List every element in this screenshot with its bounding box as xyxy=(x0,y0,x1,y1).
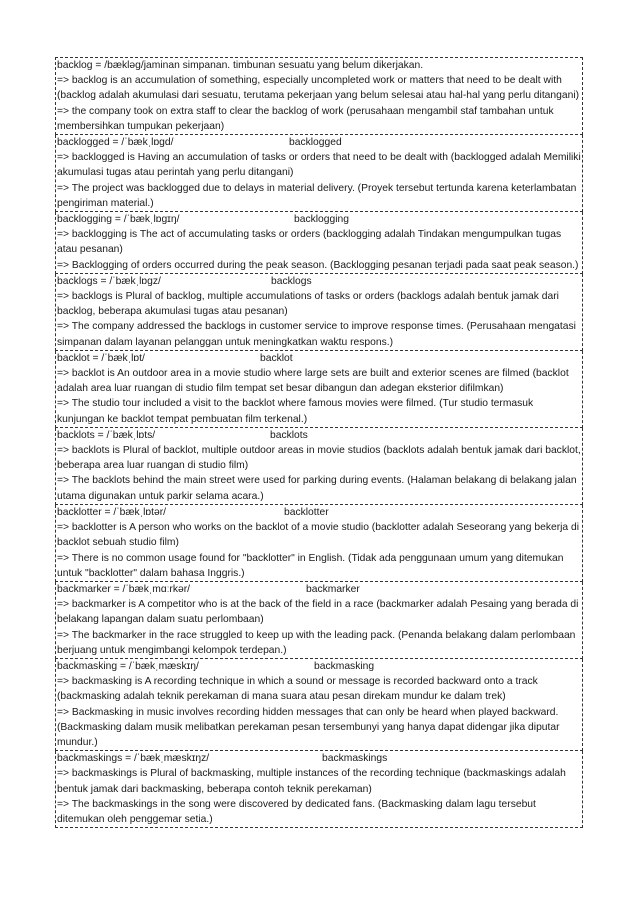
entry-backlot xyxy=(55,351,583,428)
entry-term: backlogs = /ˈbækˌlɒgz/ xyxy=(57,275,161,287)
entry-word: jaminan simpanan. timbunan sesuatu yang belum dikerjakan. xyxy=(143,60,424,71)
entry-word: backmarker xyxy=(306,583,360,595)
entry-example: => The company addressed the backlogs in customer service to improve response times. (Perusahaan mengatasi simpanan dalam layanan pelanggan untuk meningkatkan waktu respons.) xyxy=(57,321,576,348)
entry-definition: => backlogging is The act of accumulating tasks or orders (backlogging adalah Tindakan mengumpulkan tugas atau pesanan) xyxy=(57,229,562,256)
entry-word: backmasking xyxy=(314,660,375,672)
entry-term: backlotter = /ˈbækˌlɒtər/ xyxy=(57,506,167,518)
entry-example: => The backmarker in the race struggled to keep up with the leading pack. (Penanda belakang dalam perlombaan berjuang untuk mengimbangi kelompok terdepan.) xyxy=(57,629,576,656)
entry-heading xyxy=(57,659,581,674)
entry-word: backlots xyxy=(270,429,308,441)
entry-heading xyxy=(57,274,581,289)
entry-backmaskings xyxy=(55,751,583,828)
entry-example: => The backlots behind the main street were used for parking during events. (Halaman belakang di belakang jalan utama digunakan untuk parkir selama acara.) xyxy=(57,475,577,502)
entry-term: backmarker = /ˈbækˌmɑːrkər/ xyxy=(57,583,191,595)
entry-definition: => backmaskings is Plural of backmasking, multiple instances of the recording technique (backmaskings adalah bentuk jamak dari backmasking, beberapa contoh teknik perekaman) xyxy=(57,768,566,795)
entry-definition: => backlotter is A person who works on the backlot of a movie studio (backlotter adalah Seseorang yang bekerja di backlot sebuah studio film) xyxy=(57,522,580,549)
entry-heading xyxy=(57,135,581,150)
entry-example: => The studio tour included a visit to the backlot where famous movies were filmed. (Tur studio termasuk kunjungan ke backlot tempat pembuatan film terkenal.) xyxy=(57,398,534,425)
entry-backlots xyxy=(55,428,583,505)
entry-term: backlog = /bækləg/ xyxy=(57,60,144,71)
entry-example: => The backmaskings in the song were discovered by dedicated fans. (Backmasking dalam lagu tersebut ditemukan oleh penggemar setia.) xyxy=(57,798,536,825)
entry-term: backmaskings = /ˈbækˌmæskɪŋz/ xyxy=(57,753,210,765)
entry-backlogs xyxy=(55,274,583,351)
entry-heading xyxy=(57,58,581,73)
entry-heading xyxy=(57,428,581,443)
entry-heading xyxy=(57,505,581,520)
entry-example: => Backlogging of orders occurred during the peak season. (Backlogging pesanan terjadi pada saat peak season.) xyxy=(57,259,579,271)
entry-definition: => backmasking is A recording technique in which a sound or message is recorded backward onto a track (backmasking adalah teknik perekaman di mana suara atau pesan direkam mundur ke dalam trek) xyxy=(57,676,538,703)
glossary-page xyxy=(55,57,583,828)
entry-backmasking xyxy=(55,659,583,751)
entry-definition: => backlots is Plural of backlot, multiple outdoor areas in movie studios (backlots adalah bentuk jamak dari backlot, beberapa area luar ruangan di studio film) xyxy=(57,445,581,472)
entry-word: backmaskings xyxy=(322,753,388,765)
entry-example: => Backmasking in music involves recording hidden messages that can only be heard when played backward. (Backmasking dalam musik melibatkan perekaman pesan tersembunyi yang hanya dapat didengar jika diputar mundur.) xyxy=(57,706,560,748)
entry-term: backlogged = /ˈbækˌlɒgd/ xyxy=(57,137,174,149)
entry-definition: => backlot is An outdoor area in a movie studio where large sets are built and exterior scenes are filmed (backlot adalah area luar ruangan di studio film tempat set besar dibangun dan adegan eksterior difilmkan) xyxy=(57,368,569,395)
entry-word: backlogs xyxy=(271,275,312,287)
entry-word: backlot xyxy=(260,352,293,364)
entry-word: backlogging xyxy=(294,214,349,226)
entry-backlotter xyxy=(55,505,583,582)
entry-term: backmasking = /ˈbækˌmæskɪŋ/ xyxy=(57,660,199,672)
entry-word: backlotter xyxy=(284,506,329,518)
entry-term: backlot = /ˈbækˌlɒt/ xyxy=(57,352,145,364)
entry-definition: => backlogs is Plural of backlog, multiple accumulations of tasks or orders (backlogs adalah bentuk jamak dari backlog, beberapa akumulasi tugas atau pesanan) xyxy=(57,291,559,318)
entry-example: => the company took on extra staff to clear the backlog of work (perusahaan mengambil staf tambahan untuk membersihkan tumpukan pekerjaan) xyxy=(57,105,554,132)
entry-example: => There is no common usage found for "backlotter" in English. (Tidak ada penggunaan umum yang ditemukan untuk "backlotter" dalam bahasa Inggris.) xyxy=(57,552,564,579)
entry-heading xyxy=(57,582,581,597)
entry-definition: => backmarker is A competitor who is at the back of the field in a race (backmarker adalah Pesaing yang berada di belakang lapangan dalam suatu perlombaan) xyxy=(57,599,579,626)
entry-example: => The project was backlogged due to delays in material delivery. (Proyek tersebut tertunda karena keterlambatan pengiriman material.) xyxy=(57,182,577,209)
entry-definition: => backlogged is Having an accumulation of tasks or orders that need to be dealt with (backlogged adalah Memiliki akumulasi tugas atau perintah yang perlu ditangani) xyxy=(57,152,581,179)
entry-heading xyxy=(57,351,581,366)
entry-backlogging xyxy=(55,212,583,274)
entry-definition: => backlog is an accumulation of something, especially uncompleted work or matters that need to be dealt with (backlog adalah akumulasi dari sesuatu, terutama pekerjaan yang belum selesai atau hal-hal yang perlu ditangani) xyxy=(57,75,580,102)
entry-word: backlogged xyxy=(289,137,342,149)
entry-heading xyxy=(57,751,581,766)
entry-heading xyxy=(57,212,581,227)
entry-backlog xyxy=(55,57,583,135)
entry-backlogged xyxy=(55,135,583,212)
entry-backmarker xyxy=(55,582,583,659)
entry-term: backlots = /ˈbækˌlɒts/ xyxy=(57,429,156,441)
entry-term: backlogging = /ˈbækˌlɒgɪŋ/ xyxy=(57,214,180,226)
